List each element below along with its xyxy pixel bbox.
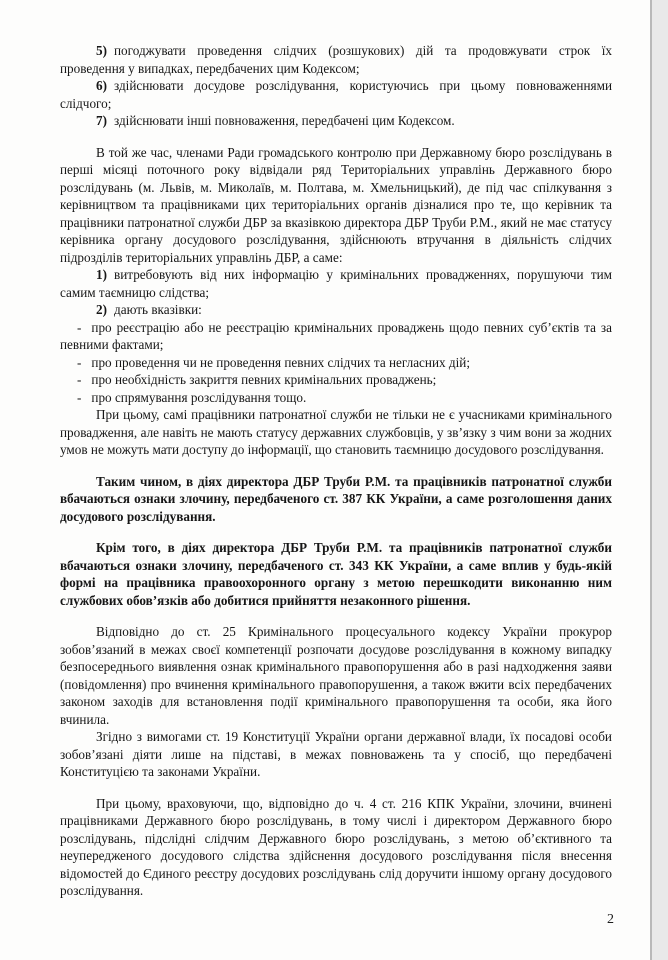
list-item-text: здійснювати досудове розслідування, користуючись при цьому повноваженнями слідчого;: [60, 78, 612, 111]
list-item-7: [60, 112, 612, 130]
paragraph-art19-constitution: Згідно з вимогами ст. 19 Конституції України органи державної влади, їх посадові особи зобов’язані діяти лише на підставі, в межах повноважень та у спосіб, що передбачені Конституцією та законами України.: [60, 729, 612, 779]
paragraph-council-visits: В той же час, членами Ради громадського контролю при Державному бюро розслідувань в перші місяці поточного року відвідали ряд Територіальних управлінь Державного бюро розслідувань (м. Львів, м. Миколаїв, м. Полтава, м. Хмельницький), де під час спілкування з керівництвом та працівниками цих територіальних органів дізналися про те, що керівник та працівники патронатної служби ДБР за вказівкою директора ДБР Труби Р.М., який не має статусу керівника органу досудового розслідування, здійснюють втручання в діяльність слідчих підрозділів територіальних управлінь ДБР, а саме:: [60, 144, 612, 265]
dash-marker: -: [77, 389, 82, 405]
paragraph-patronage-status: При цьому, самі працівники патронатної служби не тільки не є учасниками кримінального провадження, але навіть не мають статусу державних службовців, у зв’язку з чим вони за жодних умов не можуть мати доступу до інформації, що становить таємницю досудового розслідування.: [60, 407, 612, 457]
dash-item-text: про спрямування розслідування тощо.: [91, 389, 307, 405]
list-item-6: [60, 77, 612, 112]
paragraph-conclusion-art343: Крім того, в діях директора ДБР Труби Р.М. та працівників патронатної служби вбачаються ознаки злочину, передбаченого ст. 343 КК України, а саме вплив у будь-якій формі на працівника правоохоронного органу з метою перешкодити виконанню ним службових обов’язків або добитися прийняття незаконного рішення.: [60, 540, 612, 608]
list-item-number: 1): [96, 267, 107, 282]
list-item-text: дають вказівки:: [114, 302, 202, 317]
list-item-text: витребовують від них інформацію у кримінальних провадженнях, порушуючи тим самим таємницю слідства;: [60, 267, 612, 300]
page-number: 2: [607, 912, 614, 927]
dash-item-text: про необхідність закриття певних кримінальних проваджень;: [91, 372, 437, 387]
dash-marker: -: [77, 319, 82, 335]
dash-marker: -: [77, 372, 82, 387]
paragraph-conclusion-art387: Таким чином, в діях директора ДБР Труби Р.М. та працівників патронатної служби вбачаються ознаки злочину, передбаченого ст. 387 КК України, а саме розголошення даних досудового розслідування.: [60, 473, 612, 524]
list-item-number: 6): [96, 78, 107, 93]
list-item-text: погоджувати проведення слідчих (розшукових) дій та продовжувати строк їх проведення у випадках, передбачених цим Кодексом;: [60, 43, 612, 76]
list-item-2: [60, 301, 612, 319]
dash-item-text: про реєстрацію або не реєстрацію кримінальних проваджень щодо певних суб’єктів та за певними фактами;: [60, 319, 612, 352]
dash-item-registration: [60, 319, 612, 354]
paragraph-art25-cpc: Відповідно до ст. 25 Кримінального процесуального кодексу України прокурор зобов’язаний в межах своєї компетенції розпочати досудове розслідування в кожному випадку безпосереднього виявлення ознак кримінального правопорушення або в разі надходження заяви (повідомлення) про вчинення кримінального правопорушення, а також вжити всіх передбачених законом заходів для встановлення події кримінального правопорушення та особи, яка його вчинила.: [60, 624, 612, 727]
list-item-5: [60, 42, 612, 77]
dash-marker: -: [77, 354, 82, 370]
dash-item-text: про проведення чи не проведення певних слідчих та негласних дій;: [91, 354, 471, 370]
list-item-number: 7): [96, 113, 107, 128]
list-item-text: здійснювати інші повноваження, передбачені цим Кодексом.: [114, 113, 455, 128]
paragraph-art216-jurisdiction: При цьому, враховуючи, що, відповідно до ч. 4 ст. 216 КПК України, злочини, вчинені працівниками Державного бюро розслідувань, в тому числі і директором Державного бюро розслідувань, підслідні слідчим Державного бюро розслідувань, з метою об’єктивного та неупередженого досудового слідства здійснення досудового розслідування після внесення відомостей до Єдиного реєстру досудових розслідувань слід доручити іншому органу досудового розслідування.: [60, 795, 612, 898]
list-item-number: 5): [96, 43, 107, 58]
list-item-number: 2): [96, 302, 107, 317]
dash-item-closure: [60, 371, 612, 389]
document-text: [60, 42, 612, 900]
dash-item-actions: [60, 354, 612, 372]
list-item-1: [60, 266, 612, 301]
dash-item-direction: [60, 389, 612, 407]
